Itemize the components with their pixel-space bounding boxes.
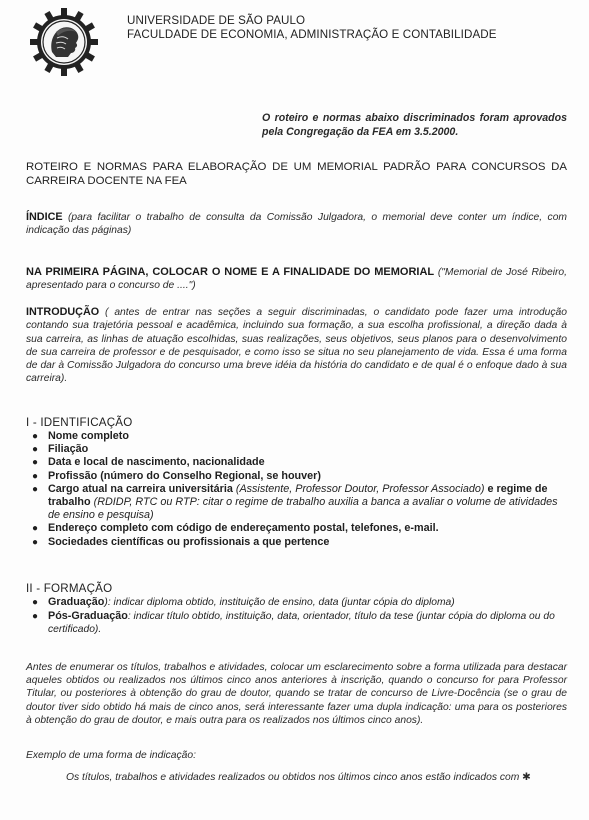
section-formacao-title: II - FORMAÇÃO [26, 582, 113, 595]
bullet-icon: ● [32, 483, 39, 495]
bullet-icon: ● [32, 457, 39, 469]
approval-note: O roteiro e normas abaixo discriminados foram aprovados pela Congregação da FEA em 3.5.2000. [262, 112, 567, 138]
introduction-text: ( antes de entrar nas seções a seguir discriminadas, o candidato pode fazer uma introdução contando sua trajetória pessoal e acadêmica, incluindo sua formação, a sua escolha profissional, a direção dada à sua carreira, as linhas de atuação escolhidas, suas realizações, seus objetivos, seus planos para o desenvolvimento de sua carreira de professor e de pesquisador, e como isso se situa no seu planejamento de vida. Essa é uma forma de dar à Comissão Julgadora do concurso uma breve idéia da história do candidato e de qual é o enfoque dado à sua carreira). [26, 307, 567, 385]
bullet-icon: ● [32, 597, 39, 608]
list-item: ● Cargo atual na carreira universitária (Assistente, Professor Doutor, Professor Associado) e regime de trabalho (RDIDP, RTC ou RTP: citar o regime de trabalho auxilia a banca a avaliar o volume de atividades de ensino e pesquisa) [32, 482, 558, 522]
introduction-heading: INTRODUÇÃO [26, 306, 100, 318]
institution-header [127, 14, 497, 42]
identificacao-list [32, 430, 567, 549]
list-item: ● Sociedades científicas ou profissionais a que pertence [32, 535, 330, 548]
indice-heading: ÍNDICE [26, 211, 63, 223]
bullet-icon: ● [32, 444, 39, 456]
bullet-icon: ● [32, 470, 39, 482]
usp-seal-logo [30, 8, 98, 76]
indication-explanation: Antes de enumerar os títulos, trabalhos e atividades, colocar um esclarecimento sobre a forma utilizada para destacar aqueles obtidos ou realizados nos últimos cinco anos anteriores à inscrição, quando o concurso for para Professor Titular, ou posteriores à obtenção do grau de doutor, quando se tratar de concurso de Livre-Docência (se o grau de doutor tiver sido obtido há mais de cinco anos, será interessante fazer uma dupla indicação: uma para os posteriores à obtenção do grau de doutor, e mais outra para os realizados nos últimos cinco anos). [26, 662, 567, 726]
university-name: UNIVERSIDADE DE SÃO PAULO [127, 14, 306, 27]
bullet-icon: ● [32, 523, 39, 535]
bullet-icon: ● [32, 431, 39, 442]
list-item: ● Pós-Graduação: indicar título obtido, instituição, data, orientador, título da tese (juntar cópia do diploma ou do certificado). [32, 610, 555, 636]
bullet-icon: ● [32, 611, 39, 623]
list-item: ● Graduação): indicar diploma obtido, instituição de ensino, data (juntar cópia do diploma) [32, 596, 455, 608]
introduction-paragraph [26, 306, 567, 386]
example-label: Exemplo de uma forma de indicação: [26, 750, 196, 761]
faculty-name: FACULDADE DE ECONOMIA, ADMINISTRAÇÃO E CONTABILIDADE [127, 28, 497, 41]
indice-paragraph [26, 211, 567, 238]
first-page-heading: NA PRIMEIRA PÁGINA, COLOCAR O NOME E A FINALIDADE DO MEMORIAL [26, 266, 435, 278]
example-text: Os títulos, trabalhos e atividades realizados ou obtidos nos últimos cinco anos estão indicados com ✱ [66, 772, 531, 783]
list-item: ● Filiação [32, 443, 89, 456]
section-identificacao-title: I - IDENTIFICAÇÃO [26, 416, 133, 429]
formacao-list [32, 596, 567, 638]
document-title: ROTEIRO E NORMAS PARA ELABORAÇÃO DE UM MEMORIAL PADRÃO PARA CONCURSOS DA CARREIRA DOCENTE NA FEA [26, 161, 567, 187]
list-item: ● Endereço completo com código de endereçamento postal, telefones, e-mail. [32, 522, 439, 535]
indice-text: (para facilitar o trabalho de consulta da Comissão Julgadora, o memorial deve conter um índice, com indicação das páginas) [26, 212, 567, 237]
list-item: ● Data e local de nascimento, nacionalidade [32, 456, 265, 469]
list-item: ● Nome completo [32, 430, 129, 442]
first-page-paragraph [26, 266, 567, 293]
bullet-icon: ● [32, 536, 39, 548]
first-page-text: ("Memorial de José Ribeiro, apresentado para o concurso de ....") [26, 267, 567, 292]
list-item: ● Profissão (número do Conselho Regional, se houver) [32, 469, 321, 482]
